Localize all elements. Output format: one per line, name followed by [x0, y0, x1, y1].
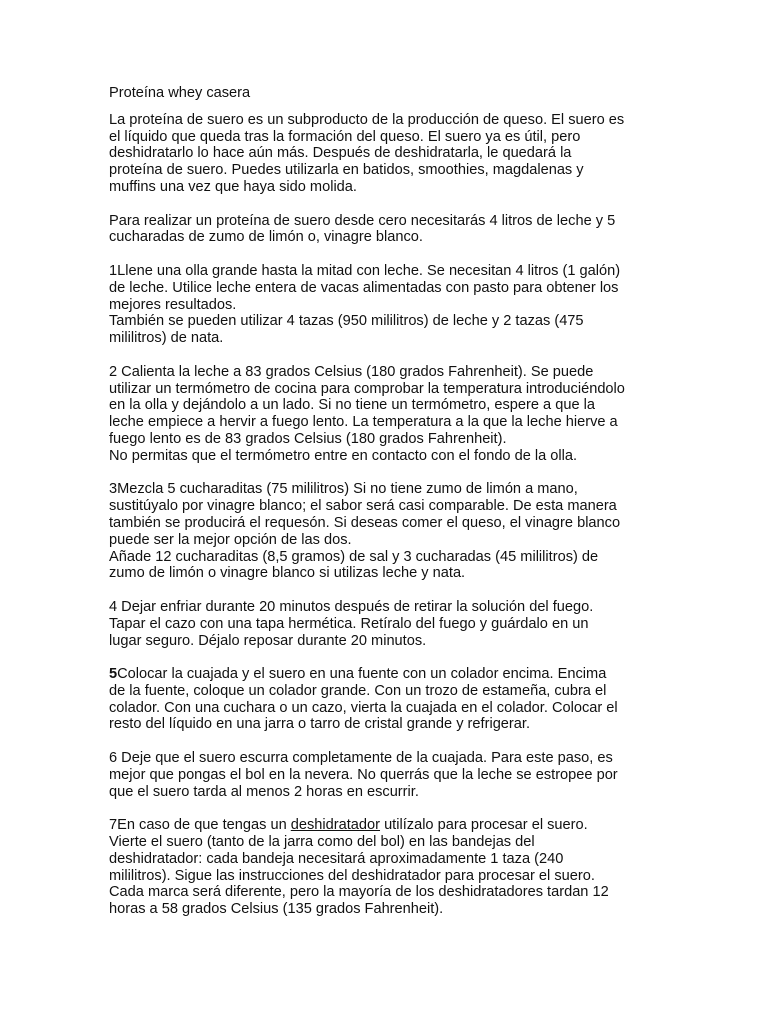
requirements-paragraph: [109, 213, 661, 247]
text-line: [109, 817, 661, 834]
text-line: No permitas que el termómetro entre en contacto con el fondo de la olla.: [109, 447, 578, 464]
step-5-number: 5: [109, 666, 118, 683]
document-title: Proteína whey casera: [109, 85, 251, 101]
intro-paragraph: [109, 112, 661, 196]
deshidratador-link[interactable]: deshidratador: [290, 817, 381, 834]
text-line: mililitros) de nata.: [109, 330, 224, 347]
text-line: horas a 58 grados Celsius (135 grados Fahrenheit).: [109, 901, 444, 918]
text-line: Vierte el suero (tanto de la jarra como del bol) en las bandejas del: [109, 834, 535, 851]
text-line: [109, 666, 661, 683]
text-line: también se producirá el requesón. Si deseas comer el queso, el vinagre blanco: [109, 514, 621, 531]
text-line: La proteína de suero es un subproducto de la producción de queso. El suero es: [109, 111, 625, 128]
text-line: lugar seguro. Déjalo reposar durante 20 minutos.: [109, 632, 427, 649]
step-5-first-line: Colocar la cuajada y el suero en una fuente con un colador encima. Encima: [117, 666, 607, 683]
text-line: mejor que pongas el bol en la nevera. No querrás que la leche se estropee por: [109, 766, 618, 783]
text-line: de la fuente, coloque un colador grande. Con un trozo de estameña, cubra el: [109, 682, 607, 699]
document-body: [109, 85, 661, 935]
step-7-paragraph: [109, 817, 661, 918]
text-line: mililitros). Sigue las instrucciones del deshidratador para procesar el suero.: [109, 867, 595, 884]
step-4-paragraph: [109, 599, 661, 649]
text-line: zumo de limón o vinagre blanco si utilizas leche y nata.: [109, 565, 466, 582]
step-7-first-line-start: 7En caso de que tengas un: [109, 817, 291, 834]
text-line: sustitúyalo por vinagre blanco; el sabor será casi comparable. De esta manera: [109, 498, 617, 515]
text-line: deshidratador: cada bandeja necesitará aproximadamente 1 taza (240: [109, 850, 564, 867]
text-line: colador. Con una cuchara o un cazo, vierta la cuajada en el colador. Colocar el: [109, 699, 618, 716]
text-line: puede ser la mejor opción de las dos.: [109, 531, 352, 548]
text-line: fuego lento es de 83 grados Celsius (180 grados Fahrenheit).: [109, 430, 507, 447]
text-line: utilizar un termómetro de cocina para comprobar la temperatura introduciéndolo: [109, 380, 625, 397]
text-line: que el suero tarda al menos 2 horas en escurrir.: [109, 783, 419, 800]
text-line: Tapar el cazo con una tapa hermética. Retíralo del fuego y guárdalo en un: [109, 615, 589, 632]
step-3-paragraph: [109, 481, 661, 582]
text-line: 6 Deje que el suero escurra completamente de la cuajada. Para este paso, es: [109, 750, 613, 767]
text-line: de leche. Utilice leche entera de vacas alimentadas con pasto para obtener los: [109, 279, 619, 296]
text-line: Añade 12 cucharaditas (8,5 gramos) de sal y 3 cucharadas (45 mililitros) de: [109, 548, 599, 565]
text-line: leche empiece a hervir a fuego lento. La temperatura a la que la leche hierve a: [109, 414, 618, 431]
text-line: También se pueden utilizar 4 tazas (950 mililitros) de leche y 2 tazas (475: [109, 313, 584, 330]
text-line: muffins una vez que haya sido molida.: [109, 178, 357, 195]
text-line: 4 Dejar enfriar durante 20 minutos después de retirar la solución del fuego.: [109, 598, 594, 615]
step-1-paragraph: [109, 263, 661, 347]
step-7-first-line-end: utilízalo para procesar el suero.: [380, 817, 588, 834]
text-line: Para realizar un proteína de suero desde cero necesitarás 4 litros de leche y 5: [109, 212, 616, 229]
text-line: cucharadas de zumo de limón o, vinagre blanco.: [109, 229, 423, 246]
text-line: mejores resultados.: [109, 296, 237, 313]
text-line: 3Mezcla 5 cucharaditas (75 mililitros) Si no tiene zumo de limón a mano,: [109, 481, 578, 498]
text-line: resto del líquido en una jarra o tarro de cristal grande y refrigerar.: [109, 716, 531, 733]
text-line: 2 Calienta la leche a 83 grados Celsius (180 grados Fahrenheit). Se puede: [109, 363, 594, 380]
text-line: el líquido que queda tras la formación del queso. El suero ya es útil, pero: [109, 128, 581, 145]
step-5-paragraph: [109, 666, 661, 733]
text-line: 1Llene una olla grande hasta la mitad con leche. Se necesitan 4 litros (1 galón): [109, 262, 621, 279]
text-line: en la olla y dejándolo a un lado. Si no tiene un termómetro, espere a que la: [109, 397, 595, 414]
step-2-paragraph: [109, 364, 661, 465]
text-line: deshidratarlo lo hace aún más. Después de deshidratarla, le quedará la: [109, 145, 572, 162]
text-line: Cada marca será diferente, pero la mayoría de los deshidratadores tardan 12: [109, 884, 609, 901]
text-line: proteína de suero. Puedes utilizarla en batidos, smoothies, magdalenas y: [109, 162, 584, 179]
step-6-paragraph: [109, 750, 661, 800]
